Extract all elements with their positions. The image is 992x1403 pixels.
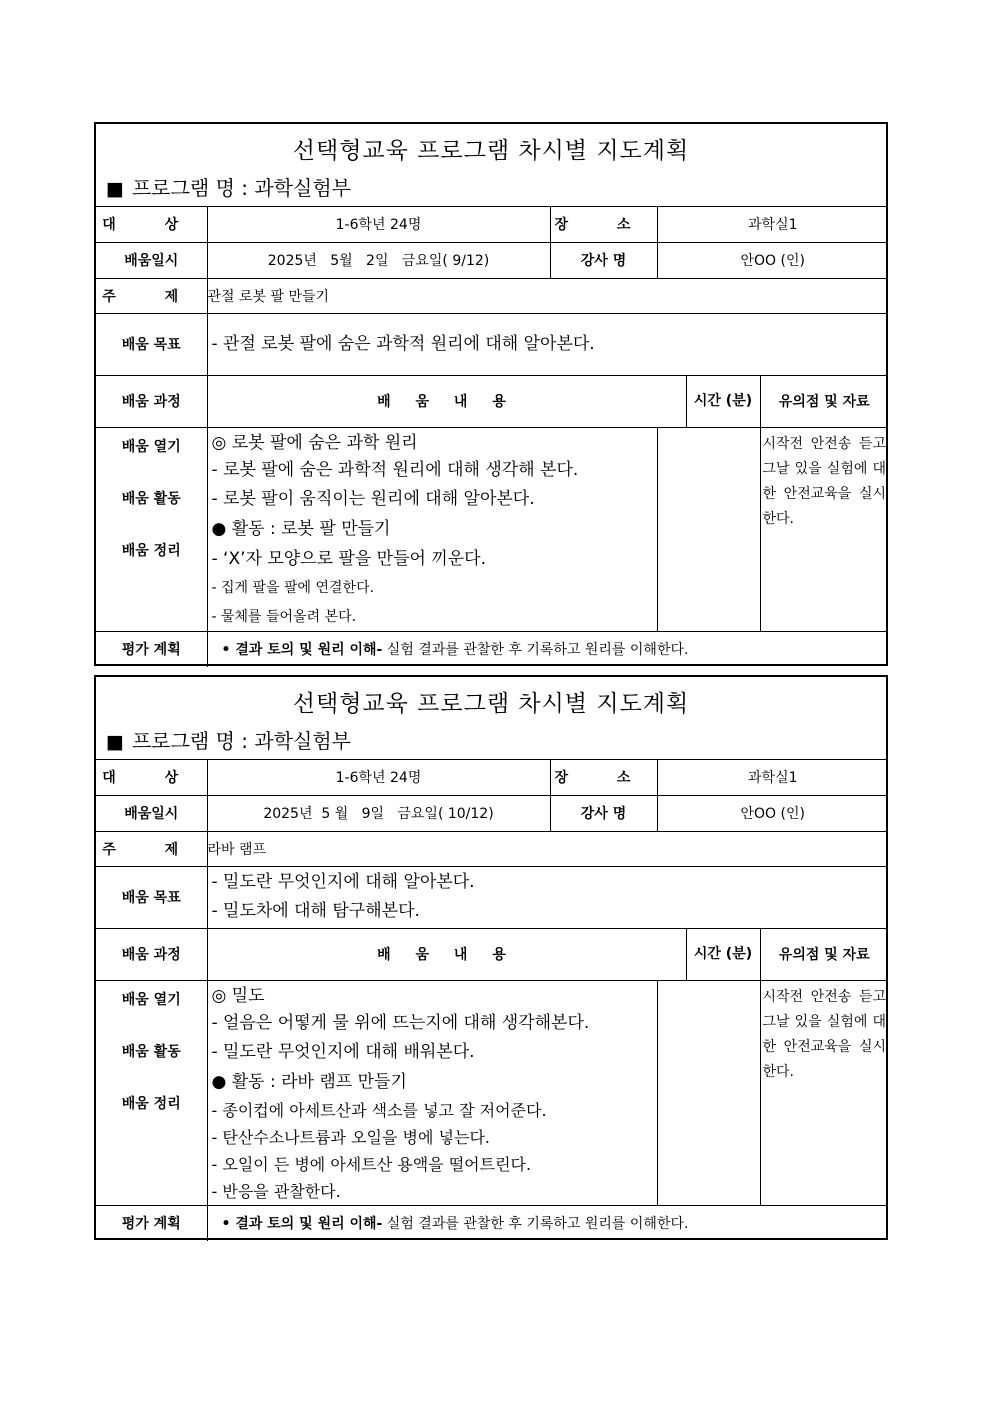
eval-value (207, 1205, 888, 1241)
process-header: 배움 과정 (96, 375, 207, 427)
stage-close: 배움 정리 (121, 1095, 181, 1112)
stage-list (96, 980, 207, 1205)
content-line: - 밀도란 무엇인지에 대해 배워본다. (211, 1041, 475, 1062)
content-line: - 반응을 관찰한다. (211, 1181, 341, 1201)
content-line: - 로봇 팔이 움직이는 원리에 대해 알아본다. (211, 488, 535, 509)
plan-table (96, 760, 888, 1241)
plan-header (96, 677, 886, 760)
place-value: 과학실1 (657, 207, 888, 242)
content-line: ◎ 로봇 팔에 숨은 과학 원리 (211, 432, 418, 453)
goal-label: 배움 목표 (96, 313, 207, 375)
eval-label: 평가 계획 (96, 631, 207, 667)
program-name-text: 프로그램 명 : 과학실험부 (131, 176, 351, 200)
topic-value: 관절 로봇 팔 만들기 (207, 278, 888, 313)
notes-header: 유의점 및 자료 (760, 375, 888, 427)
date-value: 2025년 5 월 9일 금요일( 10/12) (207, 795, 550, 831)
lesson-plan-1 (94, 122, 888, 666)
eval-label: 평가 계획 (96, 1205, 207, 1241)
lesson-plan-2 (94, 675, 888, 1240)
goal-value (207, 866, 888, 928)
program-name (106, 725, 351, 754)
plan-title: 선택형교육 프로그램 차시별 지도계획 (292, 691, 690, 717)
place-label: 장 소 (550, 207, 657, 242)
stage-close: 배움 정리 (121, 542, 181, 559)
content-line: - 물체를 들어올려 본다. (211, 608, 357, 625)
goal-label: 배움 목표 (96, 866, 207, 928)
teacher-value: 안OO (인) (657, 242, 888, 278)
teacher-value: 안OO (인) (657, 795, 888, 831)
notes-value: 시작전 안전송 듣고 그날 있을 실험에 대한 안전교육을 실시한다. (760, 980, 888, 1205)
time-header: 시간 (분) (686, 928, 760, 980)
stage-open: 배움 열기 (121, 991, 181, 1008)
eval-bold: • 결과 토의 및 원리 이해- (221, 1216, 383, 1233)
stage-list (96, 427, 207, 631)
content-line: ● 활동 : 로봇 팔 만들기 (211, 518, 391, 539)
time-value (657, 427, 760, 631)
time-header: 시간 (분) (686, 375, 760, 427)
goal-value (207, 313, 888, 375)
stage-activity: 배움 활동 (121, 1043, 181, 1060)
eval-bold: • 결과 토의 및 원리 이해- (221, 642, 383, 659)
target-value: 1-6학년 24명 (207, 760, 550, 795)
content-line: - 집게 팔을 팔에 연결한다. (211, 579, 375, 596)
program-name-text: 프로그램 명 : 과학실험부 (131, 729, 351, 753)
goal-line: - 밀도차에 대해 탐구해본다. (211, 901, 420, 921)
notes-value: 시작전 안전송 듣고 그날 있을 실험에 대한 안전교육을 실시한다. (760, 427, 888, 631)
lesson-content (207, 980, 657, 1205)
content-line: ◎ 밀도 (211, 985, 265, 1006)
date-label: 배움일시 (96, 242, 207, 278)
content-line: - 로봇 팔에 숨은 과학적 원리에 대해 생각해 본다. (211, 459, 579, 480)
place-label: 장 소 (550, 760, 657, 795)
goal-line: - 밀도란 무엇인지에 대해 알아본다. (211, 872, 475, 892)
process-header: 배움 과정 (96, 928, 207, 980)
teacher-label: 강사 명 (550, 242, 657, 278)
plan-title: 선택형교육 프로그램 차시별 지도계획 (292, 138, 690, 164)
teacher-label: 강사 명 (550, 795, 657, 831)
content-header: 배 움 내 용 (207, 928, 686, 980)
content-header: 배 움 내 용 (207, 375, 686, 427)
target-label: 대 상 (96, 207, 207, 242)
content-line: - 얼음은 어떻게 물 위에 뜨는지에 대해 생각해본다. (211, 1012, 590, 1033)
program-name (106, 172, 351, 201)
topic-value: 라바 램프 (207, 831, 888, 866)
lesson-content (207, 427, 657, 631)
content-line: - 오일이 든 병에 아세트산 용액을 떨어트린다. (211, 1154, 532, 1174)
target-label: 대 상 (96, 760, 207, 795)
topic-label: 주 제 (96, 278, 207, 313)
eval-text: 실험 결과를 관찰한 후 기록하고 원리를 이해한다. (382, 1216, 689, 1233)
notes-header: 유의점 및 자료 (760, 928, 888, 980)
stage-open: 배움 열기 (121, 438, 181, 455)
plan-header (96, 124, 886, 207)
topic-label: 주 제 (96, 831, 207, 866)
stage-activity: 배움 활동 (121, 490, 181, 507)
content-line: - ‘X’자 모양으로 팔을 만들어 끼운다. (211, 548, 486, 569)
eval-value (207, 631, 888, 667)
square-bullet-icon: ■ (106, 731, 124, 753)
content-line: - 탄산수소나트륨과 오일을 병에 넣는다. (211, 1127, 490, 1147)
square-bullet-icon: ■ (106, 178, 124, 200)
content-line: ● 활동 : 라바 램프 만들기 (211, 1071, 407, 1092)
date-label: 배움일시 (96, 795, 207, 831)
goal-line: - 관절 로봇 팔에 숨은 과학적 원리에 대해 알아본다. (211, 333, 595, 354)
eval-text: 실험 결과를 관찰한 후 기록하고 원리를 이해한다. (382, 642, 689, 659)
time-value (657, 980, 760, 1205)
content-line: - 종이컵에 아세트산과 색소를 넣고 잘 저어준다. (211, 1100, 547, 1120)
plan-table (96, 207, 888, 667)
place-value: 과학실1 (657, 760, 888, 795)
target-value: 1-6학년 24명 (207, 207, 550, 242)
date-value: 2025년 5월 2일 금요일( 9/12) (207, 242, 550, 278)
